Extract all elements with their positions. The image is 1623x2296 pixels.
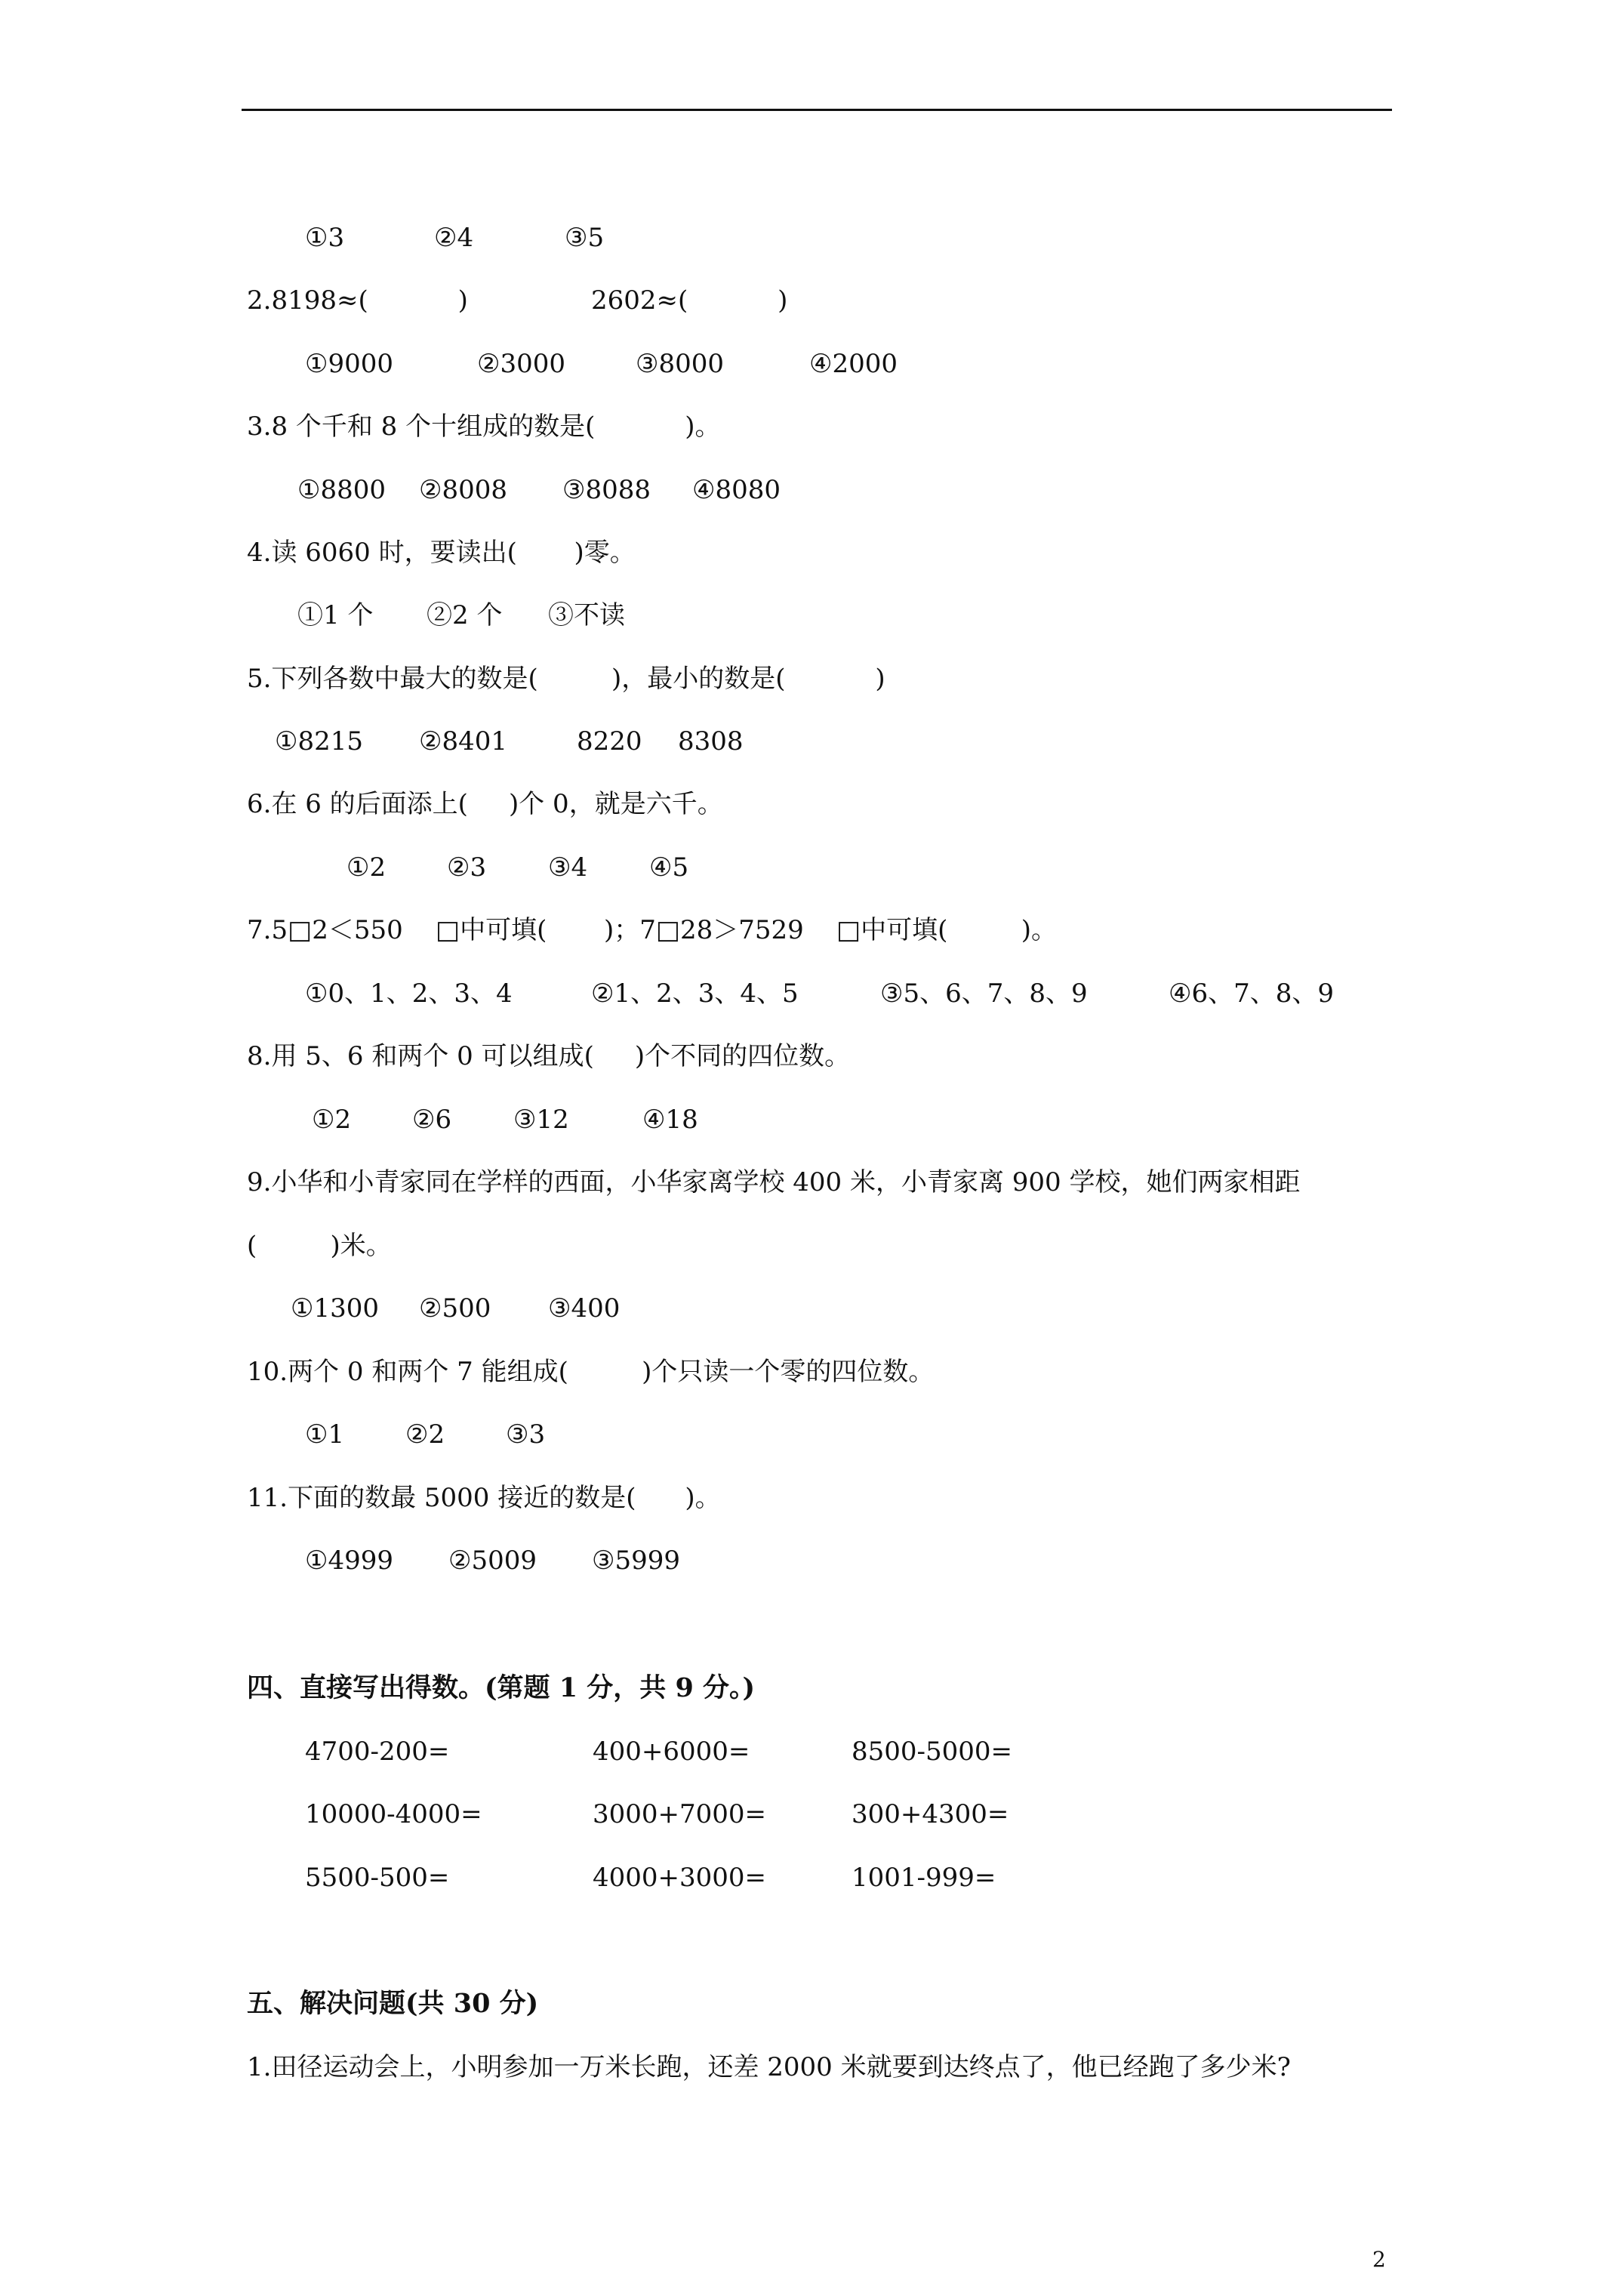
q8-option-4: ④18 (642, 1105, 698, 1135)
q7-option-2: ②1、2、3、4、5 (591, 978, 799, 1009)
q8-option-2: ②6 (412, 1105, 452, 1135)
q1-option-3: ③5 (565, 223, 605, 253)
q9-text-line1: 9.小华和小青家同在学样的西面，小华家离学校 400 米，小青家离 900 学校，她们两家相距 (247, 1167, 1301, 1197)
calc-item: 5500-500= (305, 1863, 450, 1893)
q1-option-1: ①3 (305, 223, 345, 253)
q5-option-2: ②8401 (419, 726, 508, 757)
q3-option-2: ②8008 (419, 475, 508, 505)
q10-option-2: ②2 (405, 1419, 445, 1450)
q8-option-1: ①2 (312, 1105, 352, 1135)
q5-option-1: ①8215 (275, 726, 364, 757)
q8-option-3: ③12 (513, 1105, 569, 1135)
section5-q1-text: 1.田径运动会上，小明参加一万米长跑，还差 2000 米就要到达终点了，他已经跑了多少米? (247, 2052, 1291, 2082)
q9-option-1: ①1300 (291, 1293, 380, 1324)
q3-text: 3.8 个千和 8 个十组成的数是( )。 (247, 411, 721, 442)
q3-option-1: ①8800 (297, 475, 387, 505)
q2-option-4: ④2000 (809, 349, 898, 379)
q9-text-line2: ( )米。 (247, 1231, 392, 1261)
q11-option-3: ③5999 (592, 1546, 681, 1576)
section5-title: 五、解决问题(共 30 分) (247, 1988, 539, 2019)
q2-option-1: ①9000 (305, 349, 394, 379)
q6-option-4: ④5 (649, 852, 689, 883)
q11-text: 11.下面的数最 5000 接近的数是( )。 (247, 1483, 721, 1513)
q2-part-a: 2.8198≈( ) (247, 285, 468, 316)
q10-option-1: ①1 (305, 1419, 345, 1450)
q3-option-4: ④8080 (692, 475, 781, 505)
q2-option-2: ②3000 (477, 349, 566, 379)
calc-item: 4000+3000= (593, 1863, 767, 1893)
q4-text: 4.读 6060 时，要读出( )零。 (247, 538, 636, 568)
q1-option-2: ②4 (434, 223, 474, 253)
q5-option-3: 8220 (577, 726, 642, 757)
calc-item: 300+4300= (852, 1799, 1009, 1829)
q5-text: 5.下列各数中最大的数是( )，最小的数是( ) (247, 664, 885, 694)
q6-option-2: ②3 (447, 852, 487, 883)
header-rule (242, 109, 1392, 111)
calc-item: 4700-200= (305, 1737, 450, 1767)
q11-option-1: ①4999 (305, 1546, 394, 1576)
q8-text: 8.用 5、6 和两个 0 可以组成( )个不同的四位数。 (247, 1041, 851, 1071)
q9-option-3: ③400 (548, 1293, 621, 1324)
q6-text: 6.在 6 的后面添上( )个 0，就是六千。 (247, 789, 723, 819)
q5-option-4: 8308 (678, 726, 744, 757)
q7-option-3: ③5、6、7、8、9 (880, 978, 1088, 1009)
q3-option-3: ③8088 (562, 475, 651, 505)
calc-item: 8500-5000= (852, 1737, 1013, 1767)
q4-option-3: ③不读 (548, 600, 625, 630)
q9-option-2: ②500 (419, 1293, 491, 1324)
section4-title: 四、直接写出得数。(第题 1 分，共 9 分。) (247, 1672, 756, 1703)
q6-option-3: ③4 (548, 852, 588, 883)
q10-text: 10.两个 0 和两个 7 能组成( )个只读一个零的四位数。 (247, 1357, 935, 1387)
q7-option-1: ①0、1、2、3、4 (305, 978, 513, 1009)
q11-option-2: ②5009 (448, 1546, 537, 1576)
q10-option-3: ③3 (506, 1419, 546, 1450)
calc-item: 3000+7000= (593, 1799, 767, 1829)
calc-item: 10000-4000= (305, 1799, 482, 1829)
q4-option-1: ①1 个 (297, 600, 374, 630)
q4-option-2: ②2 个 (427, 600, 503, 630)
q2-option-3: ③8000 (636, 349, 725, 379)
q6-option-1: ①2 (346, 852, 387, 883)
q2-part-b: 2602≈( ) (591, 285, 788, 316)
q7-option-4: ④6、7、8、9 (1169, 978, 1335, 1009)
q7-text: 7.5□2＜550 □中可填( )；7□28＞7529 □中可填( )。 (247, 915, 1057, 945)
calc-item: 400+6000= (593, 1737, 750, 1767)
page-number: 2 (1372, 2247, 1386, 2272)
calc-item: 1001-999= (852, 1863, 996, 1893)
